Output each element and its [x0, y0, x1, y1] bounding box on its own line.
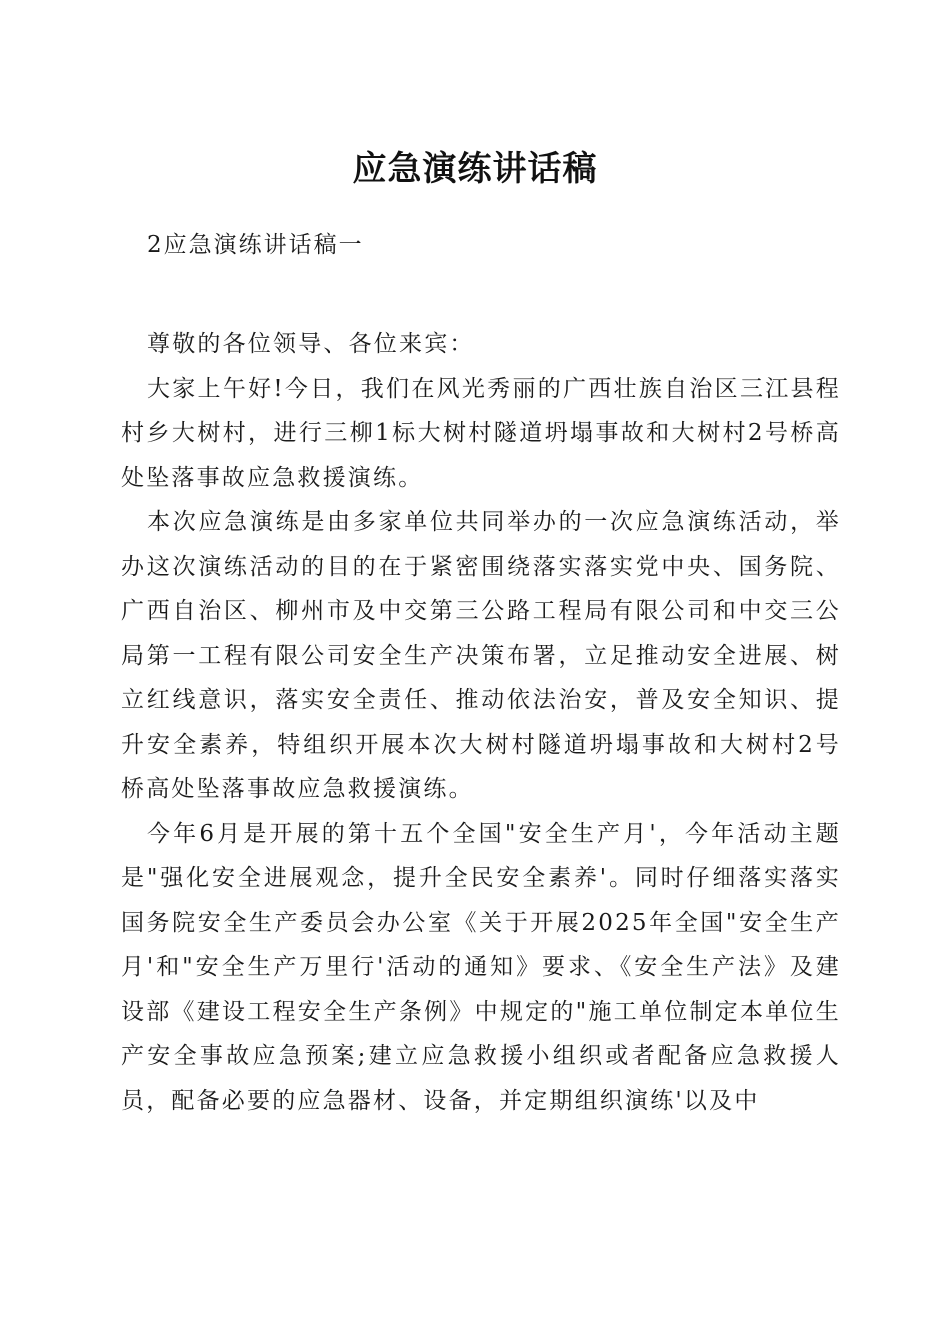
document-subtitle: 2应急演练讲话稿一 — [147, 232, 364, 258]
document-body — [121, 322, 841, 1123]
paragraph-safety-month: 今年6月是开展的第十五个全国"安全生产月'，今年活动主题是"强化安全进展观念，提升全民安全素养'。同时仔细落实落实国务院安全生产委员会办公室《关于开展2025年全国"安全生产月'和"安全生产万里行'活动的通知》要求、《安全生产法》及建设部《建设工程安全生产条例》中规定的"施工单位制定本单位生产安全事故应急预案;建立应急救援小组织或者配备应急救援人员，配备必要的应急器材、设备，并定期组织演练'以及中 — [121, 820, 841, 1114]
document-title: 应急演练讲话稿 — [352, 149, 598, 189]
paragraph-purpose: 本次应急演练是由多家单位共同举办的一次应急演练活动，举办这次演练活动的目的在于紧密围绕落实落实党中央、国务院、广西自治区、柳州市及中交第三公路工程局有限公司和中交三公局第一工程有限公司安全生产决策布署，立足推动安全进展、树立红线意识，落实安全责任、推动依法治安，普及安全知识、提升安全素养，特组织开展本次大树村隧道坍塌事故和大树村2号桥高处坠落事故应急救援演练。 — [121, 509, 841, 802]
paragraph-greeting: 大家上午好!今日，我们在风光秀丽的广西壮族自治区三江县程村乡大树村，进行三柳1标大树村隧道坍塌事故和大树村2号桥高处坠落事故应急救援演练。 — [121, 375, 841, 491]
paragraph-salutation: 尊敬的各位领导、各位来宾： — [147, 331, 475, 357]
